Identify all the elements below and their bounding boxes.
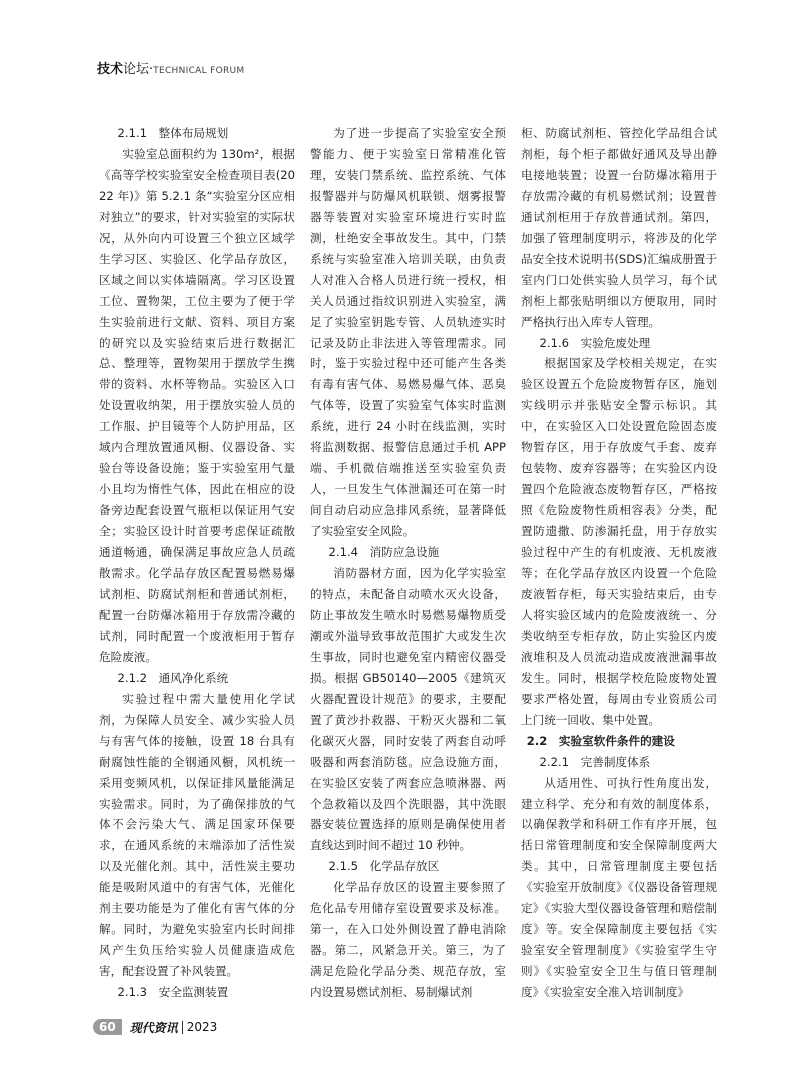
subsection-heading: 2.1.4 消防应急设施 bbox=[328, 545, 440, 560]
subsection-heading: 2.1.2 通风净化系统 bbox=[117, 670, 229, 685]
column-left bbox=[99, 123, 295, 1003]
body-paragraph: 实验室总面积约为 130m²，根据《高等学校实验室安全检查项目表(2022 年)》第 5.2.1 条“实验室分区应相对独立”的要求，针对实验室的实际状况，从外向内可设置三个独立区域学生学习区、实验区、化学品存放区，区域之间以实体墙隔离。学习区设置工位、置物架，工位主要为了便于学生实验前进行文献、资料、项目方案的研究以及实验结束后进行数据汇总、整理等，置物架用于摆放学生携带的资料、水杯等物品。实验区入口处设置收纳架，用于摆放实验人员的工作服、护目镜等个人防护用品，区域内合理放置通风橱、仪器设备、实验台等设备设施；鉴于实验室用气量小且均为惰性气体，因此在相应的设备旁边配套设置气瓶柜以保证用气安全；实验区设计时首要考虑保证疏散通道畅通，确保满足事故应急人员疏散需求。化学品存放区配置易燃易爆试剂柜、防腐试剂柜和普通试剂柜，配置一台防爆冰箱用于存放需冷藏的试剂，同时配置一个废液柜用于暂存危险废液。 bbox=[99, 146, 295, 664]
subsection-heading: 2.1.1 整体布局规划 bbox=[117, 126, 229, 140]
section-heading: 2.2 实验室软件条件的建设 bbox=[526, 733, 675, 748]
body-paragraph: 消防器材方面，因为化学实验室的特点，未配备自动喷水灭火设备，防止事故发生喷水时易燃易爆物质受潮或外溢导致事故范围扩大或发生次生事故，同时也避免室内精密仪器受损。根据 GB50140—2005《建筑灭火器配置设计规范》的要求，主要配置了黄沙扑救器、干粉灭火器和二氧化碳灭火器，同时安装了两套自动呼吸器和两套消防毯。应急设施方面，在实验区安装了两套应急喷淋器、两个急救箱以及四个洗眼器，其中洗眼器安装位置选择的原则是确保使用者直线达到时间不超过 10 秒钟。 bbox=[310, 566, 506, 853]
footer-divider bbox=[182, 1021, 183, 1034]
subsection-heading: 2.1.5 化学品存放区 bbox=[328, 859, 440, 874]
body-paragraph: 化学品存放区的设置主要参照了危化品专用储存室设置要求及标准。第一，在入口处外侧设置了静电消除器。第二，风紧急开关。第三，为了满足危险化学品分类、规范存放，室内设置易燃试剂柜、易制爆试剂 bbox=[310, 880, 506, 1000]
page-number: 60 bbox=[93, 1019, 122, 1035]
column-right bbox=[521, 123, 717, 1003]
body-paragraph: 为了进一步提高了实验室安全预警能力、便于实验室日常精准化管理，安装门禁系统、监控系统、气体报警器并与防爆风机联锁、烟雾报警器等装置对实验室环境进行实时监测，杜绝安全事故发生。其中，门禁系统与实验室准入培训关联，由负责人对准入合格人员进行统一授权，相关人员通过指纹识别进入实验室，满足了实验室钥匙专管、人员轨迹实时记录及防止非法进入等管理需求。同时，鉴于实验过程中还可能产生各类有毒有害气体、易燃易爆气体、恶臭气体等，设置了实验室气体实时监测系统，进行 24 小时在线监测，实时将监测数据、报警信息通过手机 APP 端、手机微信端推送至实验室负责人，一旦发生气体泄漏还可在第一时间自动启动应急排风系统，显著降低了实验室安全风险。 bbox=[310, 126, 506, 539]
body-paragraph: 实验过程中需大量使用化学试剂，为保障人员安全、减少实验人员与有害气体的接触，设置 18 台具有耐腐蚀性能的全钢通风橱，风机统一采用变频风机，以保证排风量能满足实验需求。同时，为了确保排放的气体不会污染大气、满足国家环保要求，在通风系统的末端添加了活性炭以及光催化剂。其中，活性炭主要功能是吸附风道中的有害气体，光催化剂主要功能是为了催化有害气体的分解。同时，为避免实验室内长时间排风产生负压给实验人员健康造成危害，配套设置了补风装置。 bbox=[99, 691, 295, 979]
header-dot: · bbox=[149, 62, 154, 77]
page-footer bbox=[93, 1018, 217, 1036]
journal-name: 现代资讯 bbox=[129, 1020, 178, 1035]
journal-year: 2023 bbox=[186, 1020, 218, 1034]
subsection-heading: 2.1.3 安全监测装置 bbox=[117, 985, 229, 1000]
body-paragraph: 柜、防腐试剂柜、管控化学品组合试剂柜，每个柜子都做好通风及导出静电接地装置；设置一台防爆冰箱用于存放需冷藏的有机易燃试剂；设置普通试剂柜用于存放普通试剂。第四，加强了管理制度明示，将涉及的化学品安全技术说明书(SDS)汇编成册置于室内门口处供实验人员学习，每个试剂柜上都张贴明细以方便取用，同时严格执行出入库专人管理。 bbox=[521, 126, 717, 329]
subsection-heading: 2.2.1 完善制度体系 bbox=[539, 754, 651, 769]
section-tag: TECHNICAL FORUM bbox=[153, 66, 245, 76]
body-paragraph: 从适用性、可执行性角度出发，建立科学、充分和有效的制度体系，以确保教学和科研工作有序开展，包括日常管理制度和安全保障制度两大类。其中，日常管理制度主要包括《实验室开放制度》《仪器设备管理规定》《实验大型仪器设备管理和赔偿制度》等。安全保障制度主要包括《实验室安全管理制度》《实验室学生守则》《实验室安全卫生与值日管理制度》《实验室安全准入培训制度》 bbox=[521, 775, 717, 1000]
body-paragraph: 根据国家及学校相关规定，在实验区设置五个危险废物暂存区，施划实线明示并张贴安全警示标识。其中，在实验区入口处设置危险固态废物暂存区，用于存放废气手套、废弃包装物、废弃容器等；在实验区内设置四个危险液态废物暂存区，严格按照《危险废物性质相容表》分类，配置防遗撒、防渗漏托盘，用于存放实验过程中产生的有机废液、无机废液等；在化学品存放区内设置一个危险废液暂存柜，每天实验结束后，由专人将实验区域内的危险废液统一、分类收纳至专柜存放，防止实验区内废液堆积及人员流动造成废液泄漏事故发生。同时，根据学校危险废物处置要求严格处置，每周由专业资质公司上门统一回收、集中处置。 bbox=[521, 356, 717, 727]
column-middle bbox=[310, 123, 506, 1003]
running-header bbox=[97, 58, 244, 77]
section-name: 论坛 bbox=[123, 62, 150, 77]
section-name-bold: 技术 bbox=[97, 62, 124, 77]
subsection-heading: 2.1.6 实验危废处理 bbox=[539, 335, 651, 350]
